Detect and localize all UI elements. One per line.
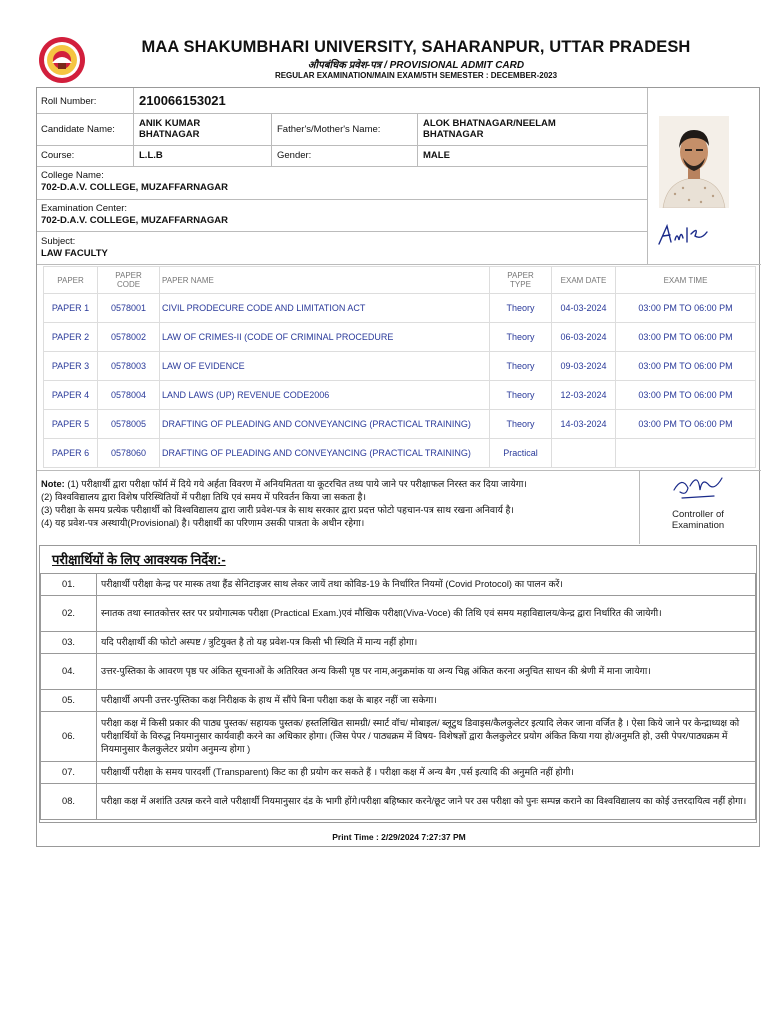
paper-name: DRAFTING OF PLEADING AND CONVEYANCING (PRACTICAL TRAINING) (160, 439, 490, 468)
paper-number: PAPER 4 (44, 381, 98, 410)
instruction-number: 08. (41, 784, 97, 820)
gender-value: MALE (423, 150, 450, 161)
roll-number-value: 210066153021 (139, 93, 226, 108)
col-exam-time: EXAM TIME (616, 267, 756, 294)
exam-center-label: Examination Center: (41, 203, 128, 214)
instruction-row (41, 690, 756, 712)
instruction-text: परीक्षार्थी अपनी उत्तर-पुस्तिका कक्ष निरीक्षक के हाथ में सौंपे बिना परीक्षा कक्ष के बाहर नहीं जा सकेगा। (97, 690, 756, 712)
university-title: MAA SHAKUMBHARI UNIVERSITY, SAHARANPUR, UTTAR PRADESH (141, 38, 691, 56)
papers-table-header (44, 267, 756, 294)
gender-label: Gender: (277, 150, 312, 161)
exam-time: 03:00 PM TO 06:00 PM (616, 294, 756, 323)
admit-card-subtitle: औपबंधिक प्रवेश-पत्र / PROVISIONAL ADMIT CARD (307, 60, 525, 71)
exam-date: 12-03-2024 (552, 381, 616, 410)
instruction-row (41, 762, 756, 784)
instruction-text: परीक्षार्थी परीक्षा केन्द्र पर मास्क तथा हैंड सेनिटाइजर साथ लेकर जायें तथा कोविड-19 के निर्धारित नियमों (Covid Protocol) का पालन करें। (97, 574, 756, 596)
note-3: (3) परीक्षा के समय प्रत्येक परीक्षार्थी को विश्वविद्यालय द्वारा जारी प्रवेश-पत्र के साथ सरकार द्वारा प्रदत्त फोटो पहचान-पत्र साथ रखना अनिवार्य है। (41, 505, 514, 515)
instructions-table (40, 573, 756, 820)
paper-code: 0578002 (98, 323, 160, 352)
paper-name: CIVIL PRODECURE CODE AND LIMITATION ACT (160, 294, 490, 323)
paper-number: PAPER 2 (44, 323, 98, 352)
col-paper: PAPER (44, 267, 98, 294)
papers-table (43, 266, 756, 468)
instruction-text: परीक्षा कक्ष में किसी प्रकार की पाठ्य पुस्तक/ सहायक पुस्तक/ हस्तलिखित सामग्री/ स्मार्ट वॉच/ मोबाइल/ ब्लूटुथ डिवाइस/कैलकुलेटर इत्यादि लेकर जाना वर्जित है । ऐसा किये जाने पर केन्द्राध्यक्ष को परीक्षार्थियों के विरुद्ध नियमानुसार कार्यवाही करने का अधिकार होगा। (जिस पेपर / पाठ्यक्रम में विषय- विशेषज्ञों द्वारा कैलकुलेटर प्रयोग अंकित किया गया हो/अनुमति हो, उसी पेपर/पाठ्यक्रम में नियमानुसार कैलकुलेटर प्रयोग अनुमन्य होगा ) (97, 712, 756, 762)
paper-number: PAPER 3 (44, 352, 98, 381)
instruction-number: 02. (41, 596, 97, 632)
exam-time: 03:00 PM TO 06:00 PM (616, 323, 756, 352)
paper-type: Theory (490, 352, 552, 381)
paper-number: PAPER 5 (44, 410, 98, 439)
paper-type: Theory (490, 294, 552, 323)
instruction-text: उत्तर-पुस्तिका के आवरण पृष्ठ पर अंकित सूचनाओं के अतिरिक्त अन्य किसी पृष्ठ पर नाम,अनुक्रमांक या अन्य चिह्न अंकित करना अनुचित साधन की श्रेणी में माना जायेगा। (97, 654, 756, 690)
instruction-row (41, 574, 756, 596)
college-name-value: 702-D.A.V. COLLEGE, MUZAFFARNAGAR (41, 182, 229, 193)
controller-block (637, 468, 759, 531)
table-row (44, 294, 756, 323)
exam-date: 14-03-2024 (552, 410, 616, 439)
admit-card-header (36, 34, 760, 84)
paper-number: PAPER 6 (44, 439, 98, 468)
paper-code: 0578001 (98, 294, 160, 323)
candidate-name-line2: BHATNAGAR (139, 129, 200, 140)
col-paper-name: PAPER NAME (160, 267, 490, 294)
instruction-text: परीक्षार्थी परीक्षा के समय पारदर्शी (Transparent) किट का ही प्रयोग कर सकते हैं । परीक्षा कक्ष में अन्य बैग ,पर्स इत्यादि की अनुमति नहीं होगी। (97, 762, 756, 784)
note-1: Note: (1) परीक्षार्थी द्वारा परीक्षा फॉर्म में दिये गये अर्हता विवरण में अनियमितता या कूटरचित तथ्य पाये जाने पर परीक्षाफल निरस्त कर दिया जायेगा। (41, 479, 527, 489)
paper-type: Practical (490, 439, 552, 468)
instruction-number: 03. (41, 632, 97, 654)
university-logo-icon (38, 36, 86, 84)
table-row (44, 439, 756, 468)
course-label: Course: (41, 150, 75, 161)
paper-code: 0578060 (98, 439, 160, 468)
col-paper-type: PAPER TYPE (490, 267, 552, 294)
table-row (44, 410, 756, 439)
paper-type: Theory (490, 381, 552, 410)
note-4: (4) यह प्रवेश-पत्र अस्थायी(Provisional) है। परीक्षार्थी का परिणाम उसकी पात्रता के अधीन रहेगा। (41, 518, 365, 528)
parent-name-line1: ALOK BHATNAGAR/NEELAM (423, 118, 556, 129)
controller-title-line2: Examination (671, 520, 725, 531)
instructions-heading: परीक्षार्थियों के लिए आवश्यक निर्देश:- (52, 552, 226, 567)
table-row (44, 352, 756, 381)
paper-type: Theory (490, 410, 552, 439)
col-exam-date: EXAM DATE (552, 267, 616, 294)
instruction-text: परीक्षा कक्ष में अशांति उत्पन्न करने वाले परीक्षार्थी नियमानुसार दंड के भागी होंगे।परीक्षा बहिष्कार करने/छूट जाने पर उस परीक्षा को पुनः सम्पन्न कराने का विश्वविद्यालय का कोई उत्तरदायित्व नहीं होगा। (97, 784, 756, 820)
exam-time: 03:00 PM TO 06:00 PM (616, 410, 756, 439)
paper-name: LAND LAWS (UP) REVENUE CODE2006 (160, 381, 490, 410)
candidate-photo (659, 116, 729, 208)
exam-time (616, 439, 756, 468)
paper-type: Theory (490, 323, 552, 352)
parent-name-label: Father's/Mother's Name: (277, 124, 381, 135)
exam-date: 04-03-2024 (552, 294, 616, 323)
paper-name: LAW OF CRIMES-II (CODE OF CRIMINAL PROCEDURE (160, 323, 490, 352)
exam-date: 06-03-2024 (552, 323, 616, 352)
instruction-number: 01. (41, 574, 97, 596)
controller-title-line1: Controller of (672, 509, 724, 520)
course-value: L.L.B (139, 150, 163, 161)
print-time: Print Time : 2/29/2024 7:27:37 PM (332, 832, 466, 842)
paper-code: 0578003 (98, 352, 160, 381)
candidate-name-label: Candidate Name: (41, 124, 115, 135)
instruction-text: यदि परीक्षार्थी की फोटो अस्पष्ट / त्रुटियुक्त है तो यह प्रवेश-पत्र किसी भी स्थिति में मान्य नहीं होगा। (97, 632, 756, 654)
exam-date: 09-03-2024 (552, 352, 616, 381)
candidate-name-line1: ANIK KUMAR (139, 118, 201, 129)
paper-code: 0578004 (98, 381, 160, 410)
exam-date (552, 439, 616, 468)
paper-number: PAPER 1 (44, 294, 98, 323)
paper-name: DRAFTING OF PLEADING AND CONVEYANCING (PRACTICAL TRAINING) (160, 410, 490, 439)
instruction-number: 04. (41, 654, 97, 690)
note-2: (2) विश्वविद्यालय द्वारा विशेष परिस्थितियों में परीक्षा तिथि एवं समय में परिवर्तन किया जा सकता है। (41, 492, 367, 502)
instruction-row (41, 596, 756, 632)
exam-time: 03:00 PM TO 06:00 PM (616, 352, 756, 381)
paper-code: 0578005 (98, 410, 160, 439)
parent-name-line2: BHATNAGAR (423, 129, 484, 140)
notes-label: Note: (41, 479, 65, 489)
instruction-row (41, 654, 756, 690)
college-name-label: College Name: (41, 170, 104, 181)
exam-time: 03:00 PM TO 06:00 PM (616, 381, 756, 410)
subject-value: LAW FACULTY (41, 248, 108, 259)
instruction-row (41, 632, 756, 654)
paper-name: LAW OF EVIDENCE (160, 352, 490, 381)
notes-block (41, 478, 639, 530)
roll-number-label: Roll Number: (41, 96, 97, 107)
controller-signature (668, 468, 728, 506)
col-paper-code: PAPER CODE (98, 267, 160, 294)
table-row (44, 323, 756, 352)
instruction-number: 07. (41, 762, 97, 784)
instruction-text: स्नातक तथा स्नातकोत्तर स्तर पर प्रयोगात्मक परीक्षा (Practical Exam.)एवं मौखिक परीक्षा(Viva-Voce) की तिथि एवं समय महाविद्यालय/केन्द्र द्वारा निर्धारित की जायेगी। (97, 596, 756, 632)
instructions-box (39, 545, 757, 823)
instruction-row (41, 784, 756, 820)
admit-card (36, 87, 760, 847)
exam-title: REGULAR EXAMINATION/MAIN EXAM/5TH SEMESTER : DECEMBER-2023 (274, 71, 558, 80)
exam-center-value: 702-D.A.V. COLLEGE, MUZAFFARNAGAR (41, 215, 229, 226)
instruction-number: 05. (41, 690, 97, 712)
instruction-row (41, 712, 756, 762)
instruction-number: 06. (41, 712, 97, 762)
table-row (44, 381, 756, 410)
subject-label: Subject: (41, 236, 76, 247)
candidate-signature (655, 220, 715, 250)
